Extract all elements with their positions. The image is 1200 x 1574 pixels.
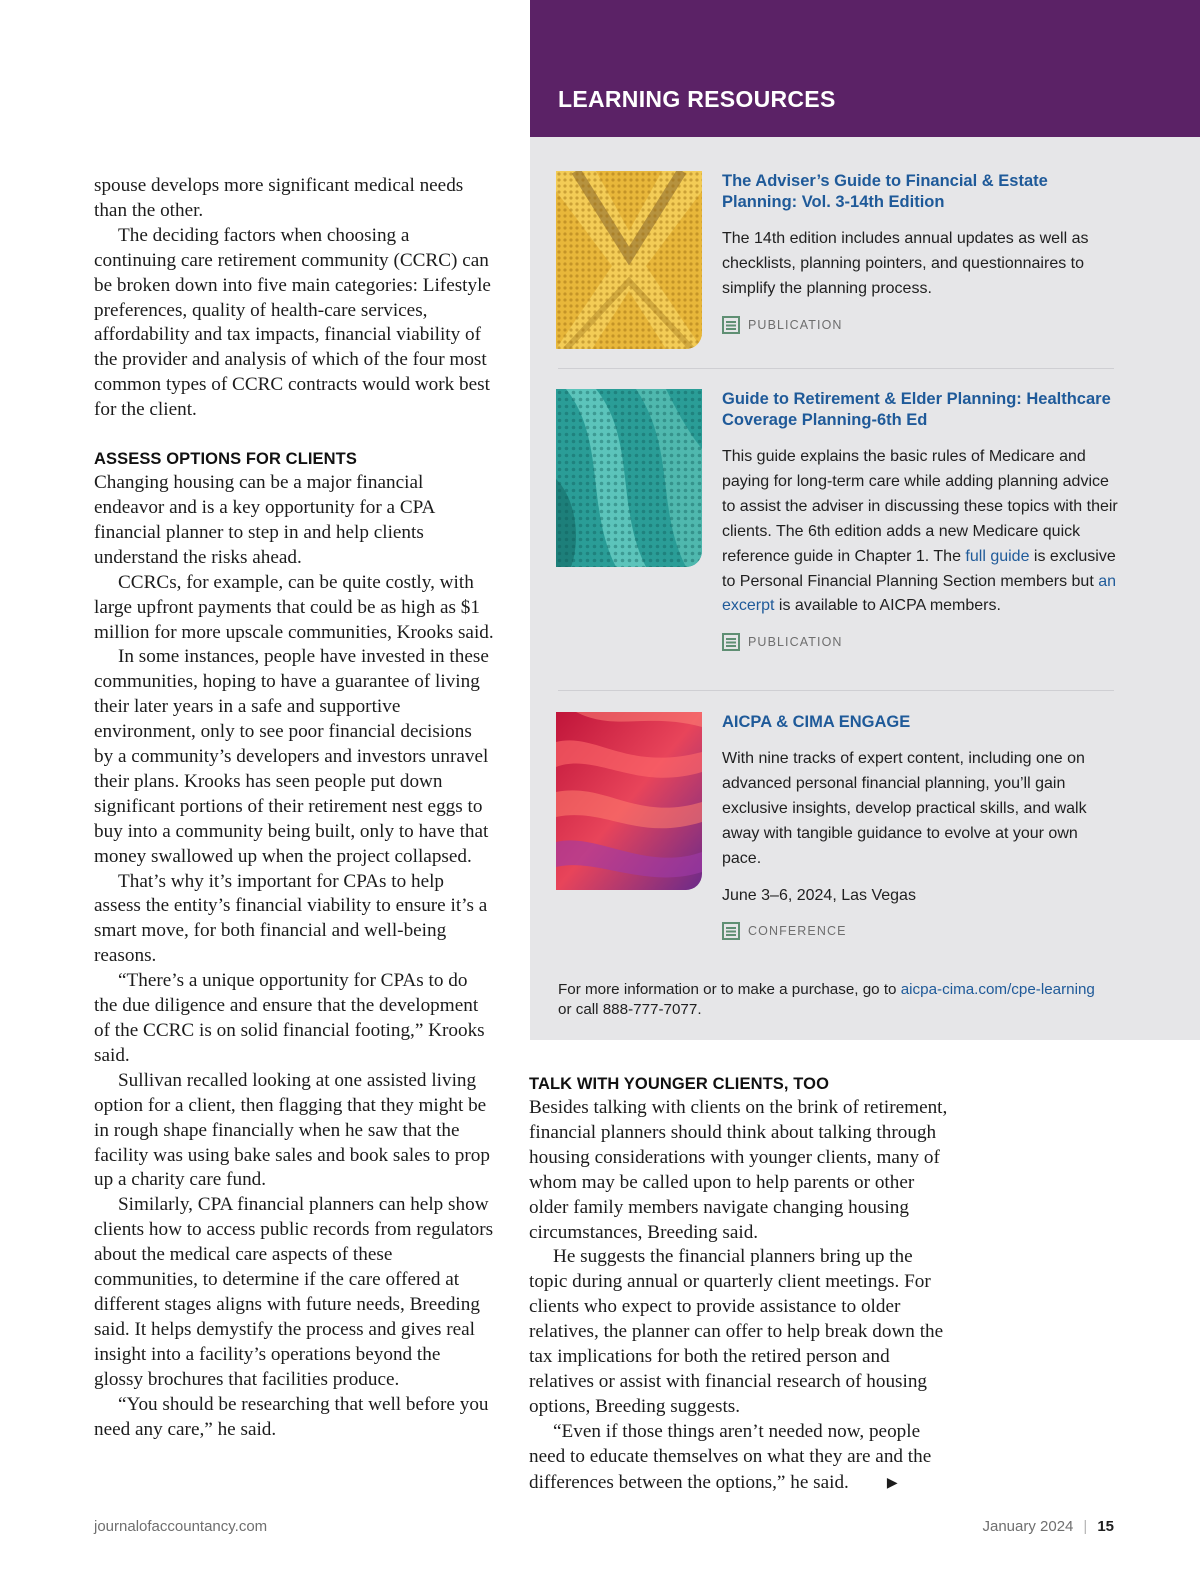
article-left-column xyxy=(94,174,494,1442)
divider xyxy=(558,368,1114,369)
resource-tag xyxy=(722,316,1120,334)
separator: | xyxy=(1083,1518,1088,1535)
resource-thumbnail-teal xyxy=(556,389,702,567)
issue-date: January 2024 xyxy=(982,1518,1074,1535)
full-guide-link[interactable]: full guide xyxy=(965,547,1030,565)
sidebar-title: LEARNING RESOURCES xyxy=(558,86,836,112)
learning-resources-sidebar xyxy=(530,0,1200,1040)
sidebar-footer xyxy=(558,980,1158,1020)
end-of-article-icon: ▶ xyxy=(886,1473,898,1490)
section-heading: TALK WITH YOUNGER CLIENTS, TOO xyxy=(529,1075,829,1093)
resource-title[interactable]: AICPA & CIMA ENGAGE xyxy=(722,713,911,731)
resource-tag-label: CONFERENCE xyxy=(748,923,847,938)
paragraph: Changing housing can be a major financial endeavor and is a key opportunity for a CPA financial planner to step in and help clients understand the risks ahead. xyxy=(94,472,435,568)
resource-thumbnail-yellow xyxy=(556,171,702,349)
resource-tag xyxy=(722,922,1120,940)
paragraph: Besides talking with clients on the brink of retirement, financial planners should think about talking through housing considerations with younger clients, many of whom may be called upon to help parents or other older family members navigate changing housing circumstances, Breeding said. xyxy=(529,1097,948,1243)
resource-body xyxy=(722,171,1120,334)
paragraph: He suggests the financial planners bring up the topic during annual or quarterly client meetings. For clients who expect to provide assistance to older relatives, the planner can offer to help break down the tax implications for both the retired person and relatives or assist with financial research of housing options, Breeding suggests. xyxy=(529,1246,944,1417)
paragraph: spouse develops more significant medical needs than the other. xyxy=(94,175,464,221)
resource-title[interactable]: The Adviser’s Guide to Financial & Estate Planning: Vol. 3-14th Edition xyxy=(722,172,1048,211)
paragraph: The deciding factors when choosing a continuing care retirement community (CCRC) can be broken down into five main categories: Lifestyle preferences, quality of health-care services, affordability and tax impacts, financial viability of the provider and analysis of which of the four most common types of CCRC contracts would work best for the client. xyxy=(94,224,491,421)
resource-description: The 14th edition includes annual updates as well as checklists, planning pointers, and questionnaires to simplify the planning process. xyxy=(722,230,1089,297)
description-text: This guide explains the basic rules of Medicare and paying for long-term care while adding planning advice to assist the adviser in discussing these topics with their clients. The 6th edition adds a new Medicare quick reference guide in Chapter 1. The xyxy=(722,448,1118,565)
resource-tag-label: PUBLICATION xyxy=(748,635,843,650)
article-right-column xyxy=(529,1072,949,1496)
paragraph: That’s why it’s important for CPAs to help assess the entity’s financial viability to ensure it’s a smart move, for both financial and well-being reasons. xyxy=(94,870,488,967)
footer-text: or call 888-777-7077. xyxy=(558,1001,702,1018)
footer-text: For more information or to make a purchase, go to xyxy=(558,981,901,998)
document-icon xyxy=(722,922,740,940)
paragraph: Sullivan recalled looking at one assisted living option for a client, then flagging that they might be in rough shape financially when he saw that the facility was using bake sales and book sales to prop up a charity care fund. xyxy=(94,1069,490,1191)
event-date: June 3–6, 2024, Las Vegas xyxy=(722,886,916,904)
paragraph: Similarly, CPA financial planners can help show clients how to access public records from regulators about the medical care aspects of these communities, to determine if the care offered at different stages aligns with future needs, Breeding said. It helps demystify the process and gives real insight into a facility’s operations beyond the glossy brochures that facilities produce. xyxy=(94,1194,494,1390)
cpe-learning-link[interactable]: aicpa-cima.com/cpe-learning xyxy=(900,981,1095,998)
paragraph xyxy=(529,1420,949,1496)
resource-description: With nine tracks of expert content, including one on advanced personal financial planning, you’ll gain exclusive insights, develop practical skills, and walk away with tangible guidance to evolve at your own pace. xyxy=(722,750,1087,867)
paragraph: “There’s a unique opportunity for CPAs to do the due diligence and ensure that the development of the CCRC is on solid financial footing,” Krooks said. xyxy=(94,970,485,1066)
page-folio xyxy=(983,1518,1115,1535)
divider xyxy=(558,690,1114,691)
section-heading: ASSESS OPTIONS FOR CLIENTS xyxy=(94,450,357,469)
paragraph: CCRCs, for example, can be quite costly, with large upfront payments that could be as high as $1 million for more upscale communities, Krooks said. xyxy=(94,571,494,643)
description-text: is exclusive to Personal Financial Planning Section members but xyxy=(722,547,1116,590)
resource-thumbnail-red xyxy=(556,712,702,890)
sidebar-header xyxy=(530,0,1200,137)
paragraph-text: “Even if those things aren’t needed now, people need to educate themselves on what they are and the differences between the options,” he said. xyxy=(529,1420,932,1493)
paragraph: In some instances, people have invested in these communities, hoping to have a guarantee of living their later years in a safe and supportive environment, only to see poor financial decisions by a community’s developers and investors unravel their plans. Krooks has seen people put down significant portions of their retirement nest eggs to buy into a community being built, only to have that money swallowed up when the project collapsed. xyxy=(94,646,489,867)
resource-tag xyxy=(722,633,1120,651)
resource-title[interactable]: Guide to Retirement & Elder Planning: Healthcare Coverage Planning-6th Ed xyxy=(722,390,1111,429)
paragraph: “You should be researching that well before you need any care,” he said. xyxy=(94,1393,489,1440)
resource-tag-label: PUBLICATION xyxy=(748,317,843,332)
document-icon xyxy=(722,316,740,334)
page-number: 15 xyxy=(1097,1518,1114,1535)
resource-body xyxy=(722,712,1120,940)
document-icon xyxy=(722,633,740,651)
website-footer: journalofaccountancy.com xyxy=(94,1518,268,1535)
description-text: is available to AICPA members. xyxy=(774,597,1001,615)
resource-body xyxy=(722,389,1120,651)
resource-description xyxy=(722,445,1120,619)
excerpt-link[interactable]: an excerpt xyxy=(722,572,1116,615)
